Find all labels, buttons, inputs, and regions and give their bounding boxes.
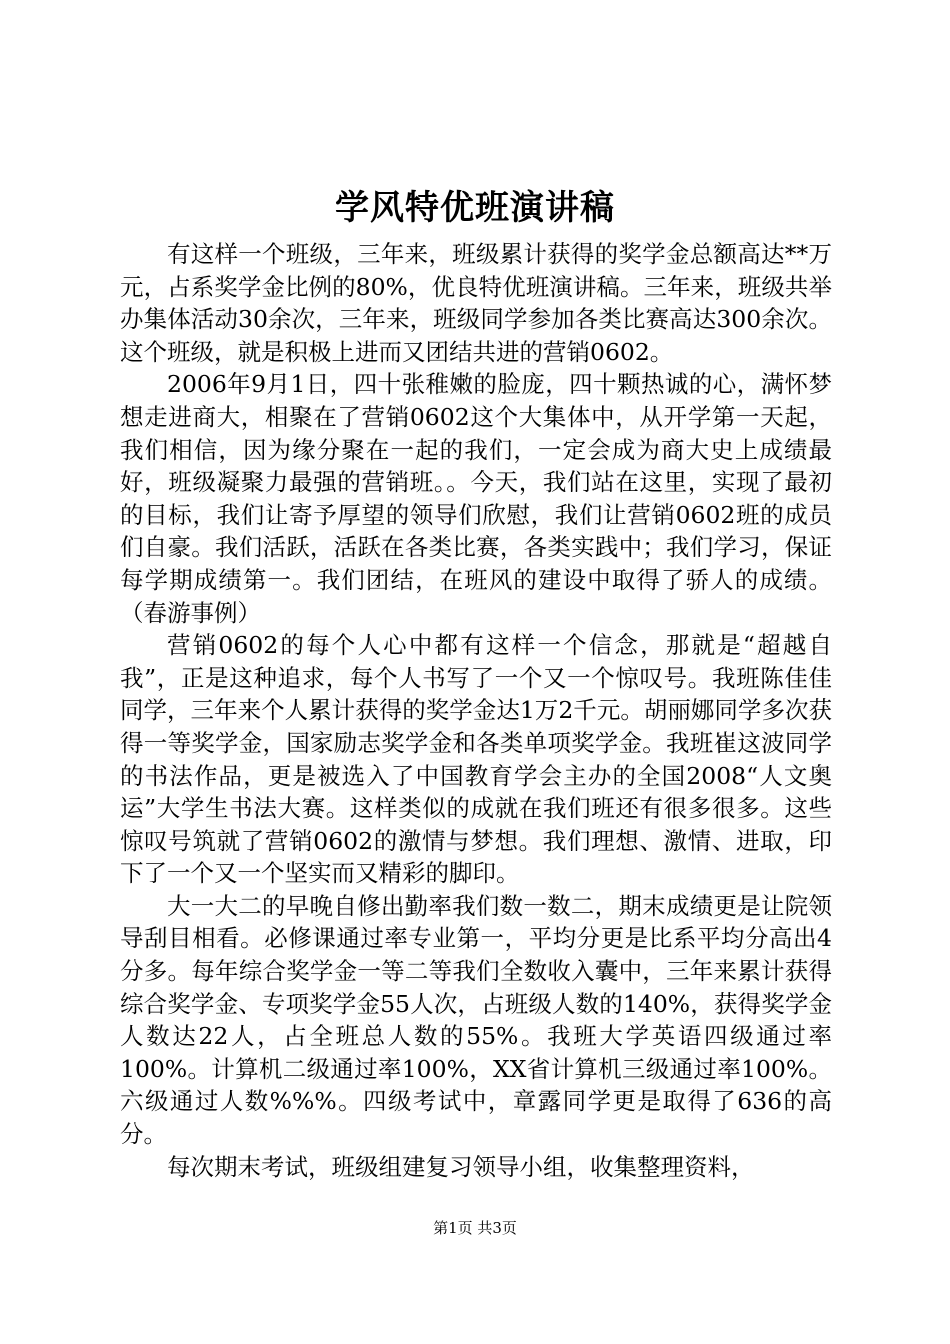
paragraph-2: 2006年9月1日，四十张稚嫩的脸庞，四十颗热诚的心，满怀梦想走进商大，相聚在了营销0602这个大集体中，从开学第一天起，我们相信，因为缘分聚在一起的我们，一定会成为商大史上成绩最好，班级凝聚力最强的营销班。。今天，我们站在这里，实现了最初的目标，我们让寄予厚望的领导们欣慰，我们让营销0602班的成员们自豪。我们活跃，活跃在各类比赛，各类实践中；我们学习，保证每学期成绩第一。我们团结，在班风的建设中取得了骄人的成绩。（春游事例） [120,370,832,627]
paragraph-5: 每次期末考试，班级组建复习领导小组，收集整理资料， [167,1152,755,1181]
paragraph-4: 大一大二的早晚自修出勤率我们数一数二，期末成绩更是让院领导刮目相看。必修课通过率专业第一，平均分更是比系平均分高出4分多。每年综合奖学金一等二等我们全数收入囊中，三年来累计获得综合奖学金、专项奖学金55人次，占班级人数的140%，获得奖学金人数达22人，占全班总人数的55%。我班大学英语四级通过率100%。计算机二级通过率100%，XX省计算机三级通过率100%。六级通过人数%%%。四级考试中，章露同学更是取得了636的高分。 [120,891,832,1149]
paragraph-1: 有这样一个班级，三年来，班级累计获得的奖学金总额高达**万元，占系奖学金比例的80%，优良特优班演讲稿。三年来，班级共举办集体活动30余次，三年来，班级同学参加各类比赛高达300余次。这个班级，就是积极上进而又团结共进的营销0602。 [120,240,832,366]
document-title: 学风特优班演讲稿 [335,188,615,228]
page-number-footer: 第1页 共3页 [433,1219,517,1237]
paragraph-3: 营销0602的每个人心中都有这样一个信念，那就是“超越自我”，正是这种追求，每个人书写了一个又一个惊叹号。我班陈佳佳同学，三年来个人累计获得的奖学金达1万2千元。胡丽娜同学多次获得一等奖学金，国家励志奖学金和各类单项奖学金。我班崔这波同学的书法作品，更是被选入了中国教育学会主办的全国2008“人文奥运”大学生书法大赛。这样类似的成就在我们班还有很多很多。这些惊叹号筑就了营销0602的激情与梦想。我们理想、激情、进取，印下了一个又一个坚实而又精彩的脚印。 [120,631,832,888]
document-body [120,238,832,1183]
